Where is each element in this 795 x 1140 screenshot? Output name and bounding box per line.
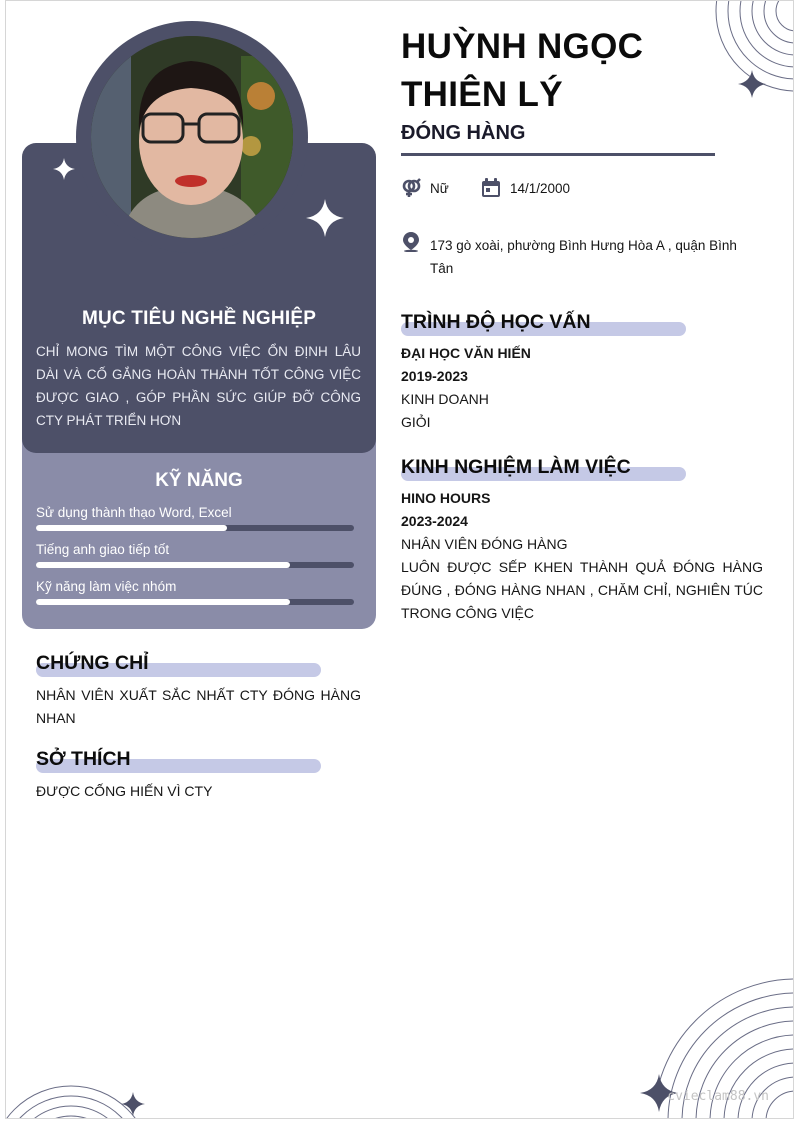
- education-grade: GIỎI: [401, 414, 431, 430]
- objective-text: CHỈ MONG TÌM MỘT CÔNG VIỆC ỔN ĐỊNH LÂU DÀI VÀ CỐ GẮNG HOÀN THÀNH TỐT CÔNG VIỆC ĐƯỢC GIAO , GÓP PHẦN SỨC GIÚP ĐỠ CÔNG CTY PHÁT TRIỂN HƠN: [36, 344, 361, 428]
- hobbies-heading: [36, 748, 326, 776]
- experience-period: 2023-2024: [401, 513, 468, 529]
- cv-page: [5, 0, 794, 1119]
- watermark: cvieclam88.vn: [667, 1089, 769, 1104]
- experience-title: KINH NGHIỆM LÀM VIỆC: [401, 456, 631, 478]
- certificates-heading: [36, 652, 326, 680]
- education-details: [401, 342, 766, 434]
- birthdate-value: 14/1/2000: [510, 181, 571, 196]
- education-school: ĐẠI HỌC VĂN HIẾN: [401, 345, 531, 361]
- avatar: [91, 36, 293, 238]
- experience-description: LUÔN ĐƯỢC SẾP KHEN THÀNH QUẢ ĐÓNG HÀNG ĐÚNG , ĐÓNG HÀNG NHAN , CHĂM CHỈ, NGHIÊN TÚC TRONG CÔNG VIỆC: [401, 559, 763, 621]
- education-major: KINH DOANH: [401, 391, 489, 407]
- skills-title: KỸ NĂNG: [155, 470, 243, 491]
- experience-details: [401, 487, 763, 625]
- skill-bar-fill: [36, 599, 290, 605]
- education-heading: [401, 311, 691, 339]
- experience-heading: [401, 456, 691, 484]
- skill-bar-fill: [36, 525, 227, 531]
- skill-label: Tiếng anh giao tiếp tốt: [36, 542, 170, 557]
- skill-bar-fill: [36, 562, 290, 568]
- skill-item: [36, 542, 354, 557]
- skill-bar-track: [36, 599, 354, 605]
- experience-company: HINO HOURS: [401, 490, 491, 506]
- sparkle-icon: [305, 198, 345, 238]
- education-title: TRÌNH ĐỘ HỌC VẤN: [401, 311, 591, 333]
- hobbies-title: SỞ THÍCH: [36, 748, 131, 770]
- address-line-1: 173 gò xoài, phường Bình Hưng Hòa A , quận Bình: [430, 238, 737, 253]
- gender-icon: [401, 178, 421, 198]
- skill-item: [36, 579, 354, 594]
- certificates-text: NHÂN VIÊN XUẤT SẮC NHẤT CTY ĐÓNG HÀNG NHAN: [36, 687, 361, 726]
- gender-value: Nữ: [430, 181, 449, 196]
- skill-label: Kỹ năng làm việc nhóm: [36, 579, 177, 594]
- skill-bar-track: [36, 525, 354, 531]
- full-name: [401, 23, 643, 119]
- job-title: ĐÓNG HÀNG: [401, 122, 526, 144]
- experience-position: NHÂN VIÊN ĐÓNG HÀNG: [401, 536, 568, 552]
- skill-item: [36, 505, 354, 520]
- location-pin-icon: [401, 232, 421, 252]
- name-line-2: THIÊN LÝ: [401, 75, 563, 114]
- name-line-1: HUỲNH NGỌC: [401, 27, 644, 66]
- sparkle-icon: [120, 1091, 146, 1117]
- skill-bar-track: [36, 562, 354, 568]
- address-line-2: Tân: [430, 261, 454, 276]
- address-value: [430, 234, 737, 280]
- skill-label: Sử dụng thành thạo Word, Excel: [36, 505, 232, 520]
- hobbies-text: ĐƯỢC CỐNG HIẾN VÌ CTY: [36, 783, 213, 799]
- portrait-photo: [91, 36, 293, 238]
- certificates-title: CHỨNG CHỈ: [36, 652, 149, 674]
- sparkle-icon: [52, 157, 76, 181]
- calendar-icon: [481, 178, 501, 198]
- title-divider: [401, 153, 715, 156]
- objective-title: MỤC TIÊU NGHỀ NGHIỆP: [81, 308, 317, 329]
- education-period: 2019-2023: [401, 368, 468, 384]
- sparkle-icon: [737, 69, 767, 99]
